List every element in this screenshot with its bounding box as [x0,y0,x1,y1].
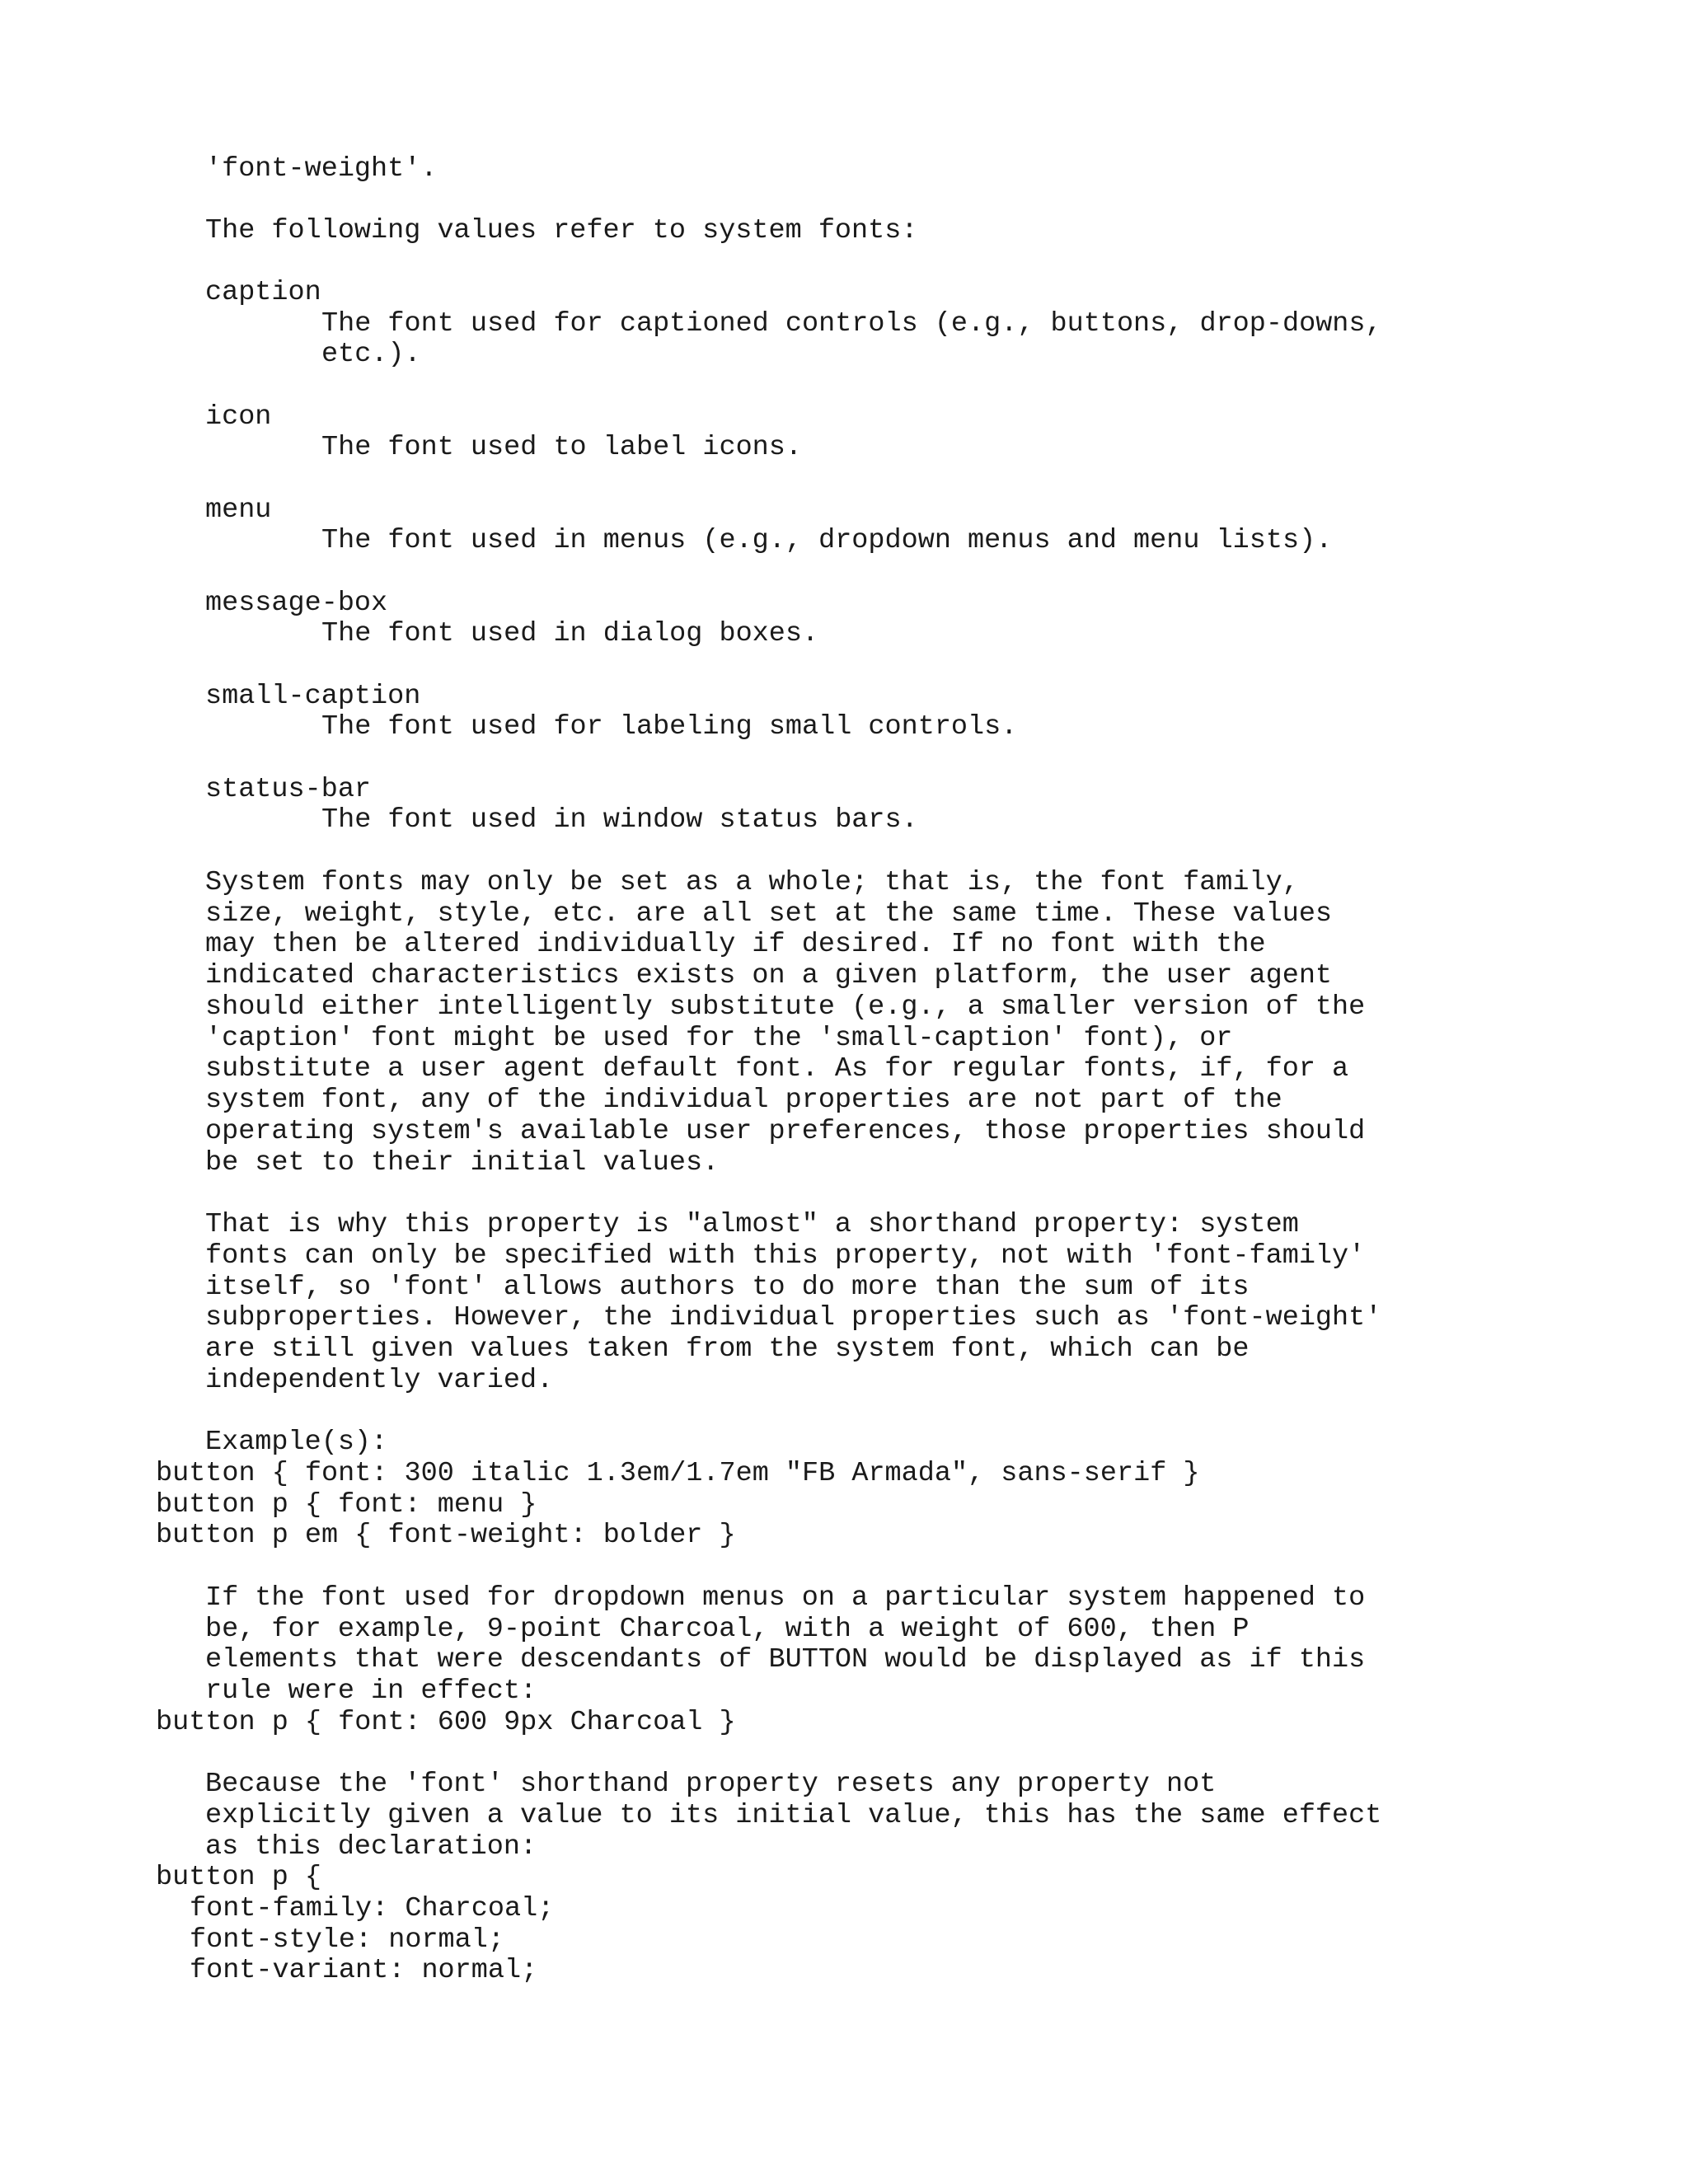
paragraph-line: operating system's available user preferences, those properties should [205,1116,1366,1147]
term-menu: menu [205,494,272,526]
paragraph-line: 'caption' font might be used for the 'small-caption' font), or [205,1023,1233,1054]
term-icon: icon [205,401,272,433]
term-menu-desc: The font used in menus (e.g., dropdown menus and menu lists). [321,525,1333,556]
paragraph-line: be set to their initial values. [205,1147,720,1179]
paragraph-line: size, weight, style, etc. are all set at the same time. These values [205,898,1333,930]
code-line: font-variant: normal; [190,1955,538,1986]
term-status-bar-desc: The font used in window status bars. [321,804,918,836]
paragraph-line: fonts can only be specified with this property, not with 'font-family' [205,1240,1366,1272]
paragraph-line: indicated characteristics exists on a given platform, the user agent [205,960,1333,991]
term-caption-desc: etc.). [321,339,421,370]
term-small-caption: small-caption [205,681,421,712]
intro-line: 'font-weight'. [205,153,438,185]
code-line: button p em { font-weight: bolder } [156,1520,736,1551]
code-line: button p { font: 600 9px Charcoal } [156,1707,736,1738]
paragraph-line: System fonts may only be set as a whole; that is, the font family, [205,867,1299,898]
paragraph-line: itself, so 'font' allows authors to do more than the sum of its [205,1272,1250,1303]
term-message-box-desc: The font used in dialog boxes. [321,618,819,649]
term-icon-desc: The font used to label icons. [321,432,802,463]
code-line: button p { [156,1862,322,1893]
paragraph-line: be, for example, 9-point Charcoal, with a weight of 600, then P [205,1614,1250,1645]
paragraph-line: independently varied. [205,1365,554,1396]
paragraph-line: Because the 'font' shorthand property resets any property not [205,1769,1217,1800]
paragraph-line: rule were in effect: [205,1675,537,1707]
code-line: button { font: 300 italic 1.3em/1.7em "FB Armada", sans-serif } [156,1458,1200,1489]
paragraph-line: as this declaration: [205,1831,537,1863]
term-caption: caption [205,277,321,308]
term-message-box: message-box [205,588,388,619]
paragraph-line: explicitly given a value to its initial value, this has the same effect [205,1800,1382,1831]
code-line: font-style: normal; [190,1924,504,1956]
intro-line: The following values refer to system fonts: [205,215,918,246]
term-caption-desc: The font used for captioned controls (e.g., buttons, drop-downs, [321,308,1382,340]
paragraph-line: may then be altered individually if desired. If no font with the [205,929,1266,960]
term-small-caption-desc: The font used for labeling small controls. [321,711,1018,743]
paragraph-line: substitute a user agent default font. As for regular fonts, if, for a [205,1053,1349,1085]
paragraph-line: are still given values taken from the system font, which can be [205,1333,1250,1365]
paragraph-line: system font, any of the individual properties are not part of the [205,1085,1282,1116]
example-label: Example(s): [205,1427,388,1458]
paragraph-line: should either intelligently substitute (e.g., a smaller version of the [205,991,1366,1023]
code-line: button p { font: menu } [156,1489,537,1521]
code-line: font-family: Charcoal; [190,1893,555,1924]
paragraph-line: elements that were descendants of BUTTON would be displayed as if this [205,1644,1366,1675]
paragraph-line: If the font used for dropdown menus on a particular system happened to [205,1582,1366,1614]
paragraph-line: subproperties. However, the individual properties such as 'font-weight' [205,1302,1382,1333]
paragraph-line: That is why this property is "almost" a shorthand property: system [205,1209,1299,1240]
term-status-bar: status-bar [205,774,372,805]
